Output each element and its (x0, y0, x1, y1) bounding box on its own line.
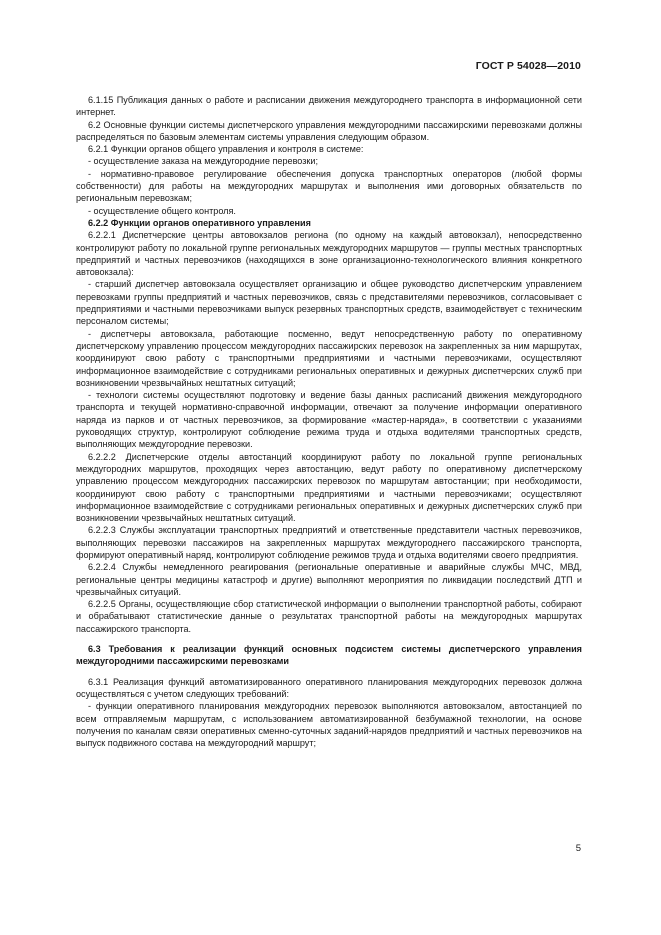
document-body (76, 94, 582, 749)
standard-header: ГОСТ Р 54028—2010 (475, 60, 581, 72)
paragraph: 6.1.15 Публикация данных о работе и расписании движения междугороднего транспорта в информационной сети интернет. (76, 95, 582, 118)
section-heading: 6.2.2 Функции органов оперативного управления (88, 217, 311, 228)
paragraph: 6.2.2.1 Диспетчерские центры автовокзалов региона (по одному на каждый автовокзал), непосредственно контролируют работу по локальной группе региональных междугородних маршрутов — группы местных транспортных предприятий и частных перевозчиков (находящихся в зоне организационно-технологического влияния конкретного автовокзала): (76, 230, 582, 278)
paragraph: - нормативно-правовое регулирование обеспечения допуска транспортных операторов (любой формы собственности) для работы на междугородних маршрутах и выполнения ими договорных обязательств по региональным перевозкам; (76, 168, 582, 204)
paragraph: 6.2.2.5 Органы, осуществляющие сбор статистической информации о выполнении транспортной работы, собирают и обрабатывают статистические данные о результатах транспортной работы на междугородных маршрутах пассажирского транспорта. (76, 599, 582, 634)
section-heading: 6.3 Требования к реализации функций основных подсистем системы диспетчерского управления междугородними пассажирскими перевозками (76, 644, 582, 667)
paragraph: 6.3.1 Реализация функций автоматизированного оперативного планирования междугородних перевозок должна осуществляться с учетом следующих требований: (76, 676, 582, 699)
paragraph: - функции оперативного планирования междугородних перевозок выполняются автовокзалом, автостанцией по всем отправляемым маршрутам, с использованием автоматизированной безбумажной технологии, на основе получения по каналам связи оперативных сменно-суточных заданий-нарядов предприятий и частных перевозчиков на выпуск подвижного состава на междугородний маршрут; (76, 701, 582, 749)
paragraph: - старший диспетчер автовокзала осуществляет организацию и общее руководство диспетчерским управлением перевозками группы предприятий и частных перевозчиков, связь с представителями перевозчиков, согласовывает с предприятиями и частными перевозчиками выпуск резервных транспортных средств, взаимодействует с техническим персоналом системы; (76, 279, 582, 327)
paragraph: 6.2.2.2 Диспетчерские отделы автостанций координируют работу по локальной группе региональных междугородних маршрутов, проходящих через автостанцию, ведут работу по оперативному диспетчерскому управлению процессом междугородних пассажирских перевозок по маршрутам автостанции; при необходимости, координируют свою работу с транспортными предприятиями и частными перевозчиками; осуществляют информационное взаимодействие с сотрудниками региональных оперативных и дежурных диспетчерских служб при возникновении чрезвычайных нештатных ситуаций. (76, 451, 582, 524)
paragraph: - осуществление общего контроля. (88, 205, 236, 216)
paragraph: - технологи системы осуществляют подготовку и ведение базы данных расписаний движения междугородного транспорта и текущей нормативно-справочной информации, отвечают за получение информации оперативного наряда из парков и от частных перевозчиков, за формирование «мастер-наряда», в соответствии с указаниями руководящих структур, контролируют соблюдение режима труда и отдыха водителями транспортных средств, выполняющих междугородние перевозки. (76, 390, 582, 450)
paragraph: 6.2 Основные функции системы диспетчерского управления междугородними пассажирскими перевозками должны распределяться по базовым элементам системы управления следующим образом. (76, 119, 582, 142)
paragraph: 6.2.1 Функции органов общего управления и контроля в системе: (88, 144, 364, 155)
paragraph: 6.2.2.4 Службы немедленного реагирования (региональные оперативные и аварийные службы МЧС, МВД, региональные центры медицины катастроф и другие) выполняют мероприятия по ликвидации последствий ДТП и чрезвычайных ситуаций. (76, 562, 582, 597)
paragraph: - диспетчеры автовокзала, работающие посменно, ведут непосредственную работу по оперативному диспетчерскому управлению процессом междугородних пассажирских перевозок на закрепленных за ним маршрутах, координируют свою работу с транспортными предприятиями и частными перевозчиками, осуществляют информационное взаимодействие с сотрудниками региональных оперативных и дежурных диспетчерских служб при возникновении чрезвычайных нештатных ситуаций; (76, 328, 582, 388)
paragraph: - осуществление заказа на междугородние перевозки; (88, 156, 319, 167)
paragraph: 6.2.2.3 Службы эксплуатации транспортных предприятий и ответственные представители частных перевозчиков, выполняющих перевозки пассажиров на закрепленных маршрутах междугороднего пассажирского транспорта, формируют оперативный наряд, контролируют соблюдение режимов труда и отдыха водителями своего предприятия. (76, 525, 582, 560)
page-number: 5 (575, 843, 581, 854)
